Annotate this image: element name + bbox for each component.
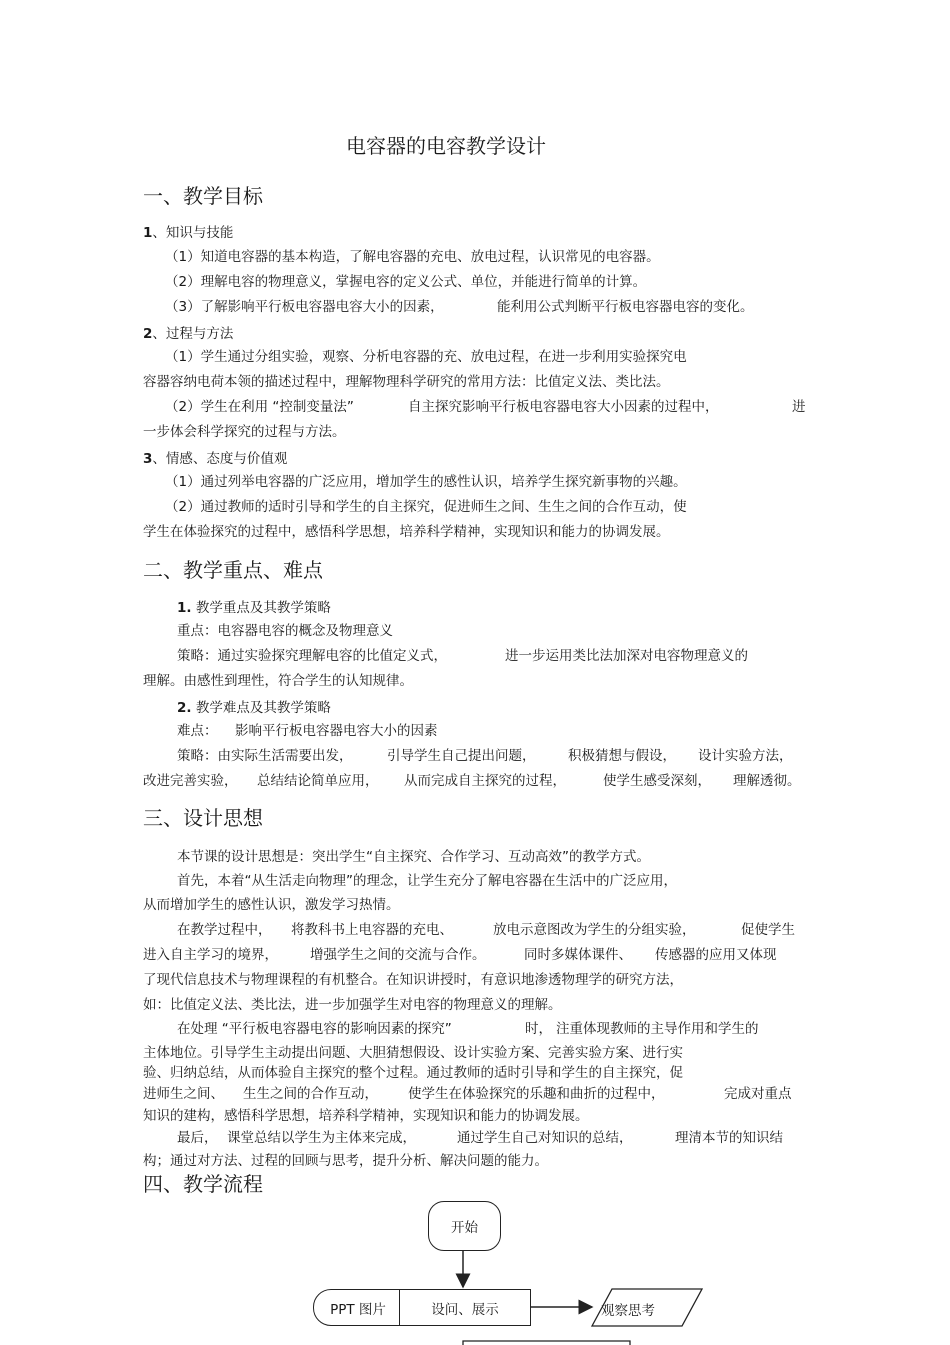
- flow-ppt-node: [313, 1289, 403, 1326]
- flow-start-node: [428, 1201, 501, 1251]
- text-line: 通过学生自己对知识的总结，: [457, 1130, 633, 1146]
- text-line: 知识的建构，感悟科学思想，培养科学精神，实现知识和能力的协调发展。: [143, 1108, 589, 1124]
- subheading-number: 3: [143, 451, 153, 467]
- text-line: 容器容纳电荷本领的描述过程中，理解物理科学研究的常用方法：比值定义法、类比法。: [143, 374, 670, 390]
- flow-ask-node: [399, 1289, 531, 1326]
- text-line: 总结结论简单应用，: [257, 773, 379, 789]
- subheading-label: 教学重点及其教学策略: [195, 600, 331, 616]
- subheading-label: 、过程与方法: [152, 326, 234, 342]
- flow-return-line: [463, 1341, 630, 1345]
- text-line: 注重体现教师的主导作用和学生的: [556, 1021, 759, 1037]
- subheading-label: 、知识与技能: [152, 225, 234, 241]
- text-line: 设计实验方法，: [698, 748, 793, 764]
- subheading-number: 2: [143, 326, 153, 342]
- text-line: 同时多媒体课件、: [524, 947, 632, 963]
- text-line: 重点：电容器电容的概念及物理意义: [177, 623, 393, 639]
- text-line: （1）通过列举电容器的广泛应用，增加学生的感性认识，培养学生探究新事物的兴趣。: [165, 474, 687, 490]
- text-line: 放电示意图改为学生的分组实验，: [493, 922, 696, 938]
- section-heading-design: 三、设计思想: [143, 806, 263, 830]
- text-line: 生生之间的合作互动，: [243, 1086, 378, 1102]
- subheading-label: 教学难点及其教学策略: [195, 700, 331, 716]
- text-line: 使学生感受深刻，: [603, 773, 711, 789]
- text-line: 时，: [525, 1021, 552, 1037]
- section-heading-keypoints: 二、教学重点、难点: [143, 558, 323, 582]
- text-line: 积极猜想与假设，: [568, 748, 676, 764]
- section-heading-goals: 一、教学目标: [143, 184, 263, 208]
- subheading-number: 1.: [177, 600, 192, 616]
- text-line: （3）了解影响平行板电容器电容大小的因素，: [165, 299, 444, 315]
- subheading-label: 、情感、态度与价值观: [152, 451, 288, 467]
- text-line: 影响平行板电容器电容大小的因素: [235, 723, 438, 739]
- text-line: 进入自主学习的境界，: [143, 947, 278, 963]
- text-line: （1）知道电容器的基本构造，了解电容器的充电、放电过程，认识常见的电容器。: [165, 249, 660, 265]
- text-line: 在教学过程中，: [177, 922, 272, 938]
- text-line: 理解透彻。: [733, 773, 801, 789]
- text-line: 自主探究影响平行板电容器电容大小因素的过程中，: [408, 399, 719, 415]
- text-line: 引导学生自己提出问题，: [387, 748, 536, 764]
- subheading-number: 1: [143, 225, 153, 241]
- text-line: 能利用公式判断平行板电容器电容的变化。: [497, 299, 754, 315]
- text-line: 完成对重点: [724, 1086, 792, 1102]
- text-line: （2）理解电容的物理意义，掌握电容的定义公式、单位，并能进行简单的计算。: [165, 274, 647, 290]
- subheading-number: 2.: [177, 700, 192, 716]
- text-line: 传感器的应用又体现: [655, 947, 777, 963]
- flow-start-label: 开始: [451, 1220, 478, 1236]
- text-line: 增强学生之间的交流与合作。: [310, 947, 486, 963]
- text-line: 验、归纳总结，从而体验自主探究的整个过程。通过教师的适时引导和学生的自主探究，促: [143, 1065, 683, 1081]
- text-line: 策略：通过实验探究理解电容的比值定义式，: [177, 648, 447, 664]
- text-line: 主体地位。引导学生主动提出问题、大胆猜想假设、设计实验方案、完善实验方案、进行实: [143, 1045, 683, 1061]
- text-line: 构；通过对方法、过程的回顾与思考，提升分析、解决问题的能力。: [143, 1153, 548, 1169]
- text-line: 最后，: [177, 1130, 218, 1146]
- text-line: （2）通过教师的适时引导和学生的自主探究，促进师生之间、生生之间的合作互动，使: [165, 499, 687, 515]
- text-line: 一步体会科学探究的过程与方法。: [143, 424, 346, 440]
- text-line: 从而完成自主探究的过程，: [404, 773, 566, 789]
- text-line: 使学生在体验探究的乐趣和曲折的过程中，: [408, 1086, 665, 1102]
- text-line: 理清本节的知识结: [675, 1130, 783, 1146]
- text-line: 进师生之间、: [143, 1086, 224, 1102]
- text-line: 课堂总结以学生为主体来完成，: [227, 1130, 416, 1146]
- text-line: 在处理 “平行板电容器电容的影响因素的探究”: [177, 1021, 452, 1037]
- text-line: 本节课的设计思想是：突出学生“自主探究、合作学习、互动高效”的教学方式。: [177, 849, 650, 865]
- text-line: 首先，本着“从生活走向物理”的理念，让学生充分了解电容器在生活中的广泛应用，: [177, 873, 677, 889]
- page-title: 电容器的电容教学设计: [346, 134, 546, 158]
- text-line: 进一步运用类比法加深对电容物理意义的: [505, 648, 748, 664]
- text-line: 将教科书上电容器的充电、: [291, 922, 453, 938]
- flow-ppt-label: PPT 图片: [330, 1301, 386, 1318]
- text-line: 难点：: [177, 723, 218, 739]
- section-heading-flow: 四、教学流程: [143, 1172, 263, 1196]
- text-line: 理解。由感性到理性，符合学生的认知规律。: [143, 673, 413, 689]
- flow-observe-label: 观察思考: [601, 1303, 655, 1319]
- text-line: 学生在体验探究的过程中，感悟科学思想，培养科学精神，实现知识和能力的协调发展。: [143, 524, 670, 540]
- flow-ask-label: 设问、展示: [431, 1301, 499, 1318]
- text-line: 了现代信息技术与物理课程的有机整合。在知识讲授时，有意识地渗透物理学的研究方法，: [143, 972, 683, 988]
- text-line: 从而增加学生的感性认识，激发学习热情。: [143, 897, 400, 913]
- text-line: 改进完善实验，: [143, 773, 238, 789]
- text-line: 进: [792, 399, 806, 415]
- text-line: （1）学生通过分组实验，观察、分析电容器的充、放电过程，在进一步利用实验探究电: [165, 349, 687, 365]
- text-line: 促使学生: [741, 922, 795, 938]
- text-line: 策略：由实际生活需要出发，: [177, 748, 353, 764]
- text-line: 如：比值定义法、类比法，进一步加强学生对电容的物理意义的理解。: [143, 997, 562, 1013]
- text-line: （2）学生在利用 “控制变量法”: [165, 399, 354, 415]
